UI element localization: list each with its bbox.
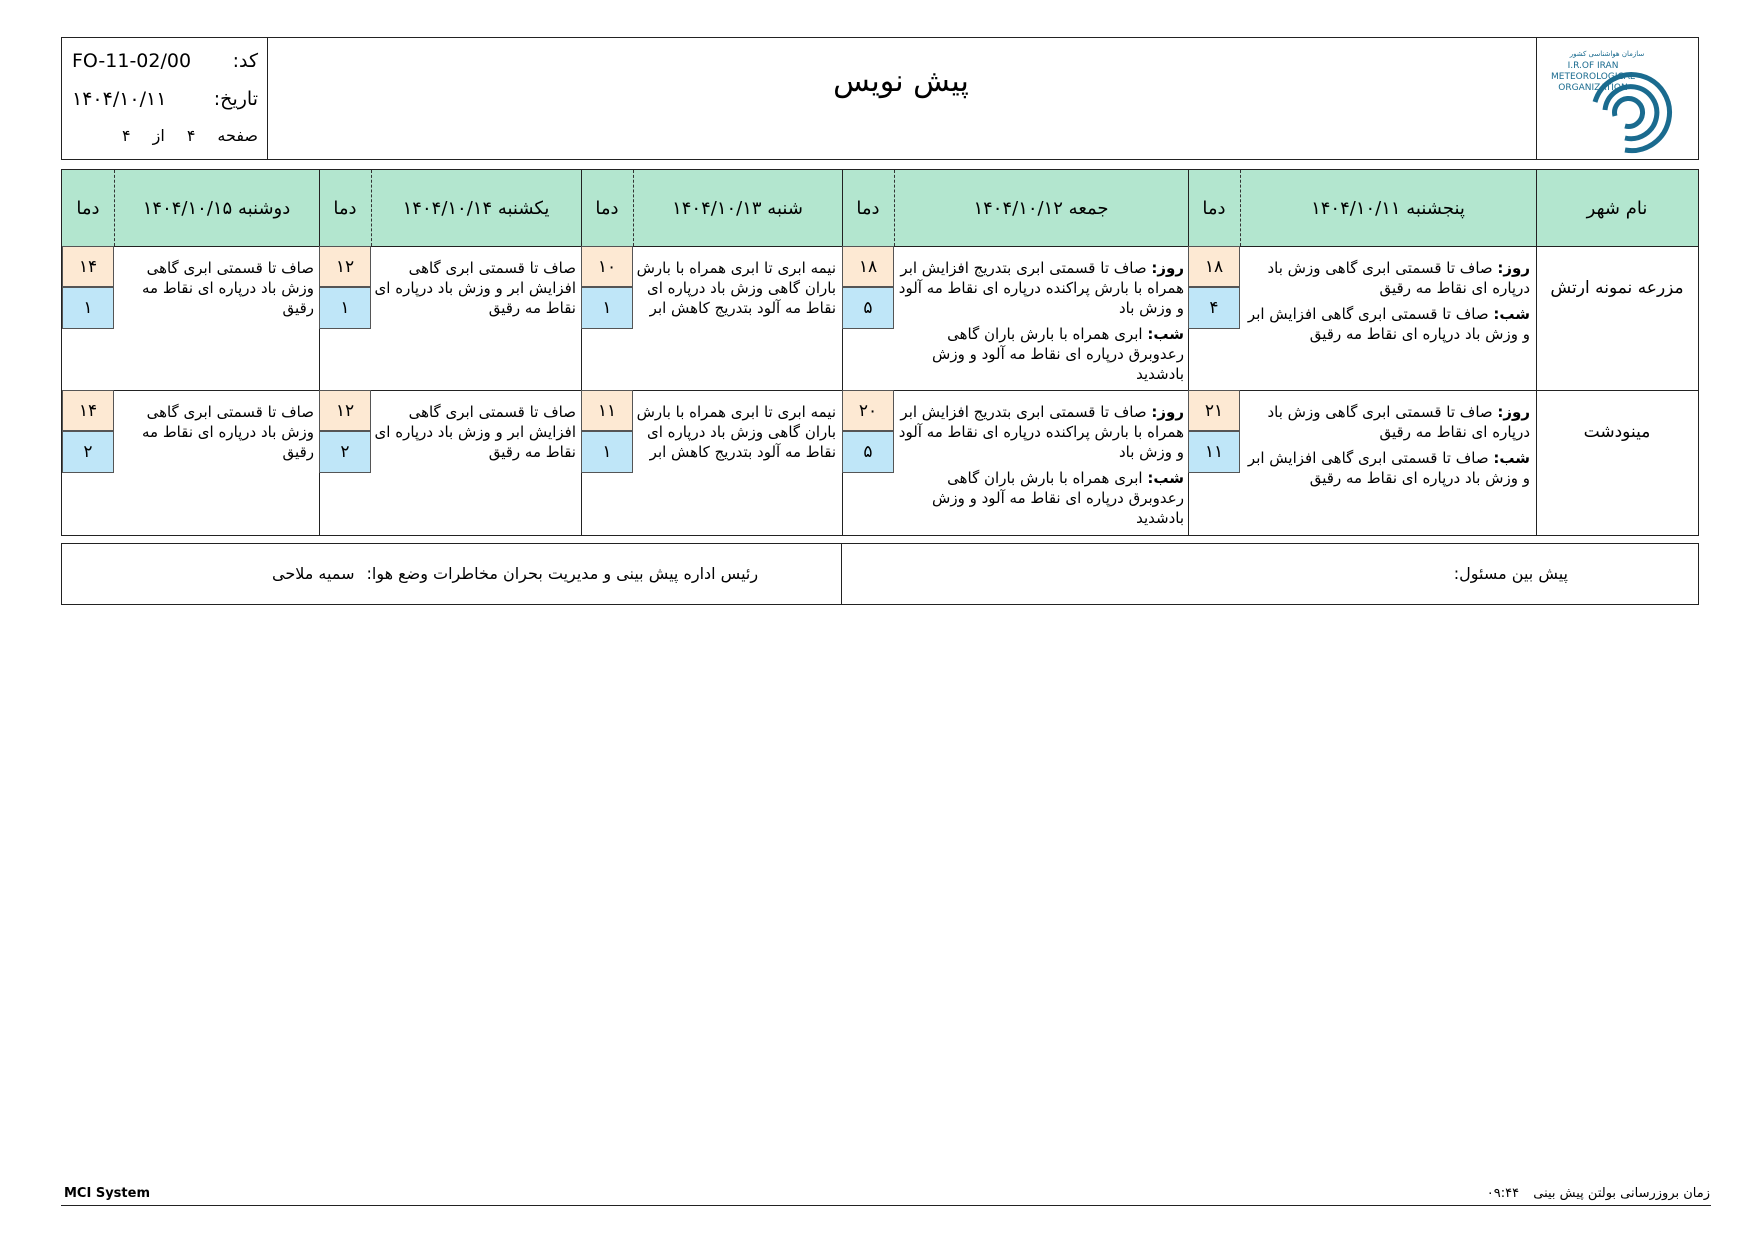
head-signature (272, 564, 758, 583)
logo-text-3: ORGANIZATION (1558, 83, 1628, 93)
date-value: ۱۴۰۴/۱۰/۱۱ (72, 88, 167, 110)
logo-text-1: I.R.OF IRAN (1567, 61, 1619, 71)
temp-header: دما (842, 170, 894, 246)
column-divider-dashed (1240, 170, 1241, 246)
temp-header: دما (319, 170, 371, 246)
night-forecast-text: صاف تا قسمتی ابری گاهی افزایش ابر و وزش باد درپاره ای نقاط مه رقیق (1247, 449, 1530, 487)
night-forecast (896, 468, 1184, 528)
min-temp: ۱ (581, 287, 633, 329)
forecast-text: صاف تا قسمتی ابری گاهی وزش باد درپاره ای نقاط مه رقیق (141, 403, 314, 461)
max-temp: ۱۴ (62, 390, 114, 431)
day-header: یکشنبه ۱۴۰۴/۱۰/۱۴ (371, 170, 581, 246)
night-forecast-text: ابری همراه با بارش باران گاهی رعدوبرق درپاره ای نقاط مه آلود و وزش بادشدید (932, 325, 1184, 383)
code-row (72, 50, 258, 72)
head-label: رئیس اداره پیش بینی و مدیریت بحران مخاطرات وضع هوا: (366, 564, 759, 583)
temp-header: دما (62, 170, 114, 246)
column-divider (842, 170, 843, 535)
night-prefix: شب: (1493, 449, 1530, 467)
min-temp: ۱ (319, 287, 371, 329)
column-divider (1188, 170, 1189, 535)
date-row (72, 88, 258, 110)
city-name: مینودشت (1583, 422, 1651, 442)
organization-logo (1536, 38, 1698, 159)
page-total: ۴ (122, 126, 131, 145)
column-divider (319, 170, 320, 535)
forecast-text: صاف تا قسمتی ابری گاهی افزایش ابر و وزش باد درپاره ای نقاط مه رقیق (374, 403, 576, 461)
day-prefix: روز: (1151, 403, 1184, 421)
night-forecast-text: ابری همراه با بارش باران گاهی رعدوبرق درپاره ای نقاط مه آلود و وزش بادشدید (932, 469, 1184, 527)
night-forecast (1242, 304, 1530, 344)
document-header (61, 37, 1699, 160)
forecaster-label: پیش بین مسئول: (1453, 564, 1568, 583)
column-divider-dashed (894, 170, 895, 246)
footer-divider (61, 1205, 1711, 1206)
min-temp: ۴ (1188, 287, 1240, 329)
night-forecast-text: صاف تا قسمتی ابری گاهی افزایش ابر و وزش باد درپاره ای نقاط مه رقیق (1247, 305, 1530, 343)
day-forecast (1242, 402, 1530, 442)
max-temp: ۱۱ (581, 390, 633, 431)
date-label: تاریخ: (213, 88, 258, 110)
column-divider-dashed (371, 170, 372, 246)
day-forecast (896, 258, 1184, 318)
night-prefix: شب: (1147, 325, 1184, 343)
code-label: کد: (232, 50, 258, 72)
forecast-text: صاف تا قسمتی ابری گاهی وزش باد درپاره ای نقاط مه رقیق (141, 259, 314, 317)
max-temp: ۲۰ (842, 390, 894, 431)
min-temp: ۱ (62, 287, 114, 329)
logo-text-2: METEOROLOGICAL (1551, 72, 1635, 82)
max-temp: ۱۸ (1188, 246, 1240, 287)
forecast-text (1242, 402, 1530, 494)
footer-system: MCI System (64, 1186, 150, 1201)
forecast-text: نیمه ابری تا ابری همراه با بارش باران گاهی وزش باد درپاره ای نقاط مه آلود بتدریج کاهش ابر (636, 403, 836, 461)
city-name: مزرعه نمونه ارتش (1550, 278, 1684, 298)
temp-header: دما (581, 170, 633, 246)
update-time: ۰۹:۴۴ (1486, 1186, 1520, 1201)
city-column-header: نام شهر (1536, 170, 1698, 246)
max-temp: ۱۰ (581, 246, 633, 287)
page-row (72, 126, 258, 145)
night-forecast (1242, 448, 1530, 488)
day-forecast (896, 402, 1184, 462)
forecast-text (896, 402, 1184, 534)
min-temp: ۲ (62, 431, 114, 473)
forecast-text: نیمه ابری تا ابری همراه با بارش باران گاهی وزش باد درپاره ای نقاط مه آلود بتدریج کاهش ابر (636, 259, 836, 317)
night-forecast (896, 324, 1184, 384)
max-temp: ۱۲ (319, 246, 371, 287)
day-forecast-text: صاف تا قسمتی ابری گاهی وزش باد درپاره ای نقاط مه رقیق (1267, 259, 1530, 297)
logo-spiral-icon (1537, 38, 1697, 159)
day-header: شنبه ۱۴۰۴/۱۰/۱۳ (633, 170, 842, 246)
forecast-table (61, 169, 1699, 536)
signature-divider (841, 544, 842, 604)
code-value: FO-11-02/00 (72, 50, 192, 72)
night-prefix: شب: (1493, 305, 1530, 323)
max-temp: ۱۲ (319, 390, 371, 431)
forecast-text (1242, 258, 1530, 350)
max-temp: ۱۸ (842, 246, 894, 287)
day-header: دوشنبه ۱۴۰۴/۱۰/۱۵ (114, 170, 319, 246)
day-prefix: روز: (1497, 403, 1530, 421)
signature-box (61, 543, 1699, 605)
night-prefix: شب: (1147, 469, 1184, 487)
max-temp: ۲۱ (1188, 390, 1240, 431)
day-forecast-text: صاف تا قسمتی ابری بتدریج افزایش ابر همراه با بارش پراکنده درپاره ای نقاط مه آلود و وزش باد (898, 403, 1184, 461)
min-temp: ۲ (319, 431, 371, 473)
day-header: پنجشنبه ۱۴۰۴/۱۰/۱۱ (1240, 170, 1536, 246)
min-temp: ۱۱ (1188, 431, 1240, 473)
min-temp: ۵ (842, 431, 894, 473)
logo-text-fa: سازمان هواشناسی کشور (1569, 50, 1645, 58)
min-temp: ۵ (842, 287, 894, 329)
page-title: پیش نویس (833, 64, 969, 99)
column-divider-dashed (633, 170, 634, 246)
footer-update (1487, 1186, 1710, 1201)
day-forecast (1242, 258, 1530, 298)
head-name: سمیه ملاحی (272, 564, 355, 583)
max-temp: ۱۴ (62, 246, 114, 287)
page-of: از (152, 126, 165, 145)
day-prefix: روز: (1497, 259, 1530, 277)
page-number: ۴ (186, 126, 196, 145)
column-divider-dashed (114, 170, 115, 246)
forecast-text (896, 258, 1184, 390)
day-header: جمعه ۱۴۰۴/۱۰/۱۲ (894, 170, 1188, 246)
update-label: زمان بروزرسانی بولتن پیش بینی (1533, 1186, 1710, 1201)
page-label: صفحه (217, 126, 258, 145)
day-prefix: روز: (1151, 259, 1184, 277)
column-divider (581, 170, 582, 535)
forecast-text: صاف تا قسمتی ابری گاهی افزایش ابر و وزش باد درپاره ای نقاط مه رقیق (374, 259, 576, 317)
document-info-box (62, 38, 268, 159)
day-forecast-text: صاف تا قسمتی ابری بتدریج افزایش ابر همراه با بارش پراکنده درپاره ای نقاط مه آلود و وزش باد (898, 259, 1184, 317)
day-forecast-text: صاف تا قسمتی ابری گاهی وزش باد درپاره ای نقاط مه رقیق (1267, 403, 1530, 441)
column-divider (1536, 170, 1537, 535)
min-temp: ۱ (581, 431, 633, 473)
temp-header: دما (1188, 170, 1240, 246)
